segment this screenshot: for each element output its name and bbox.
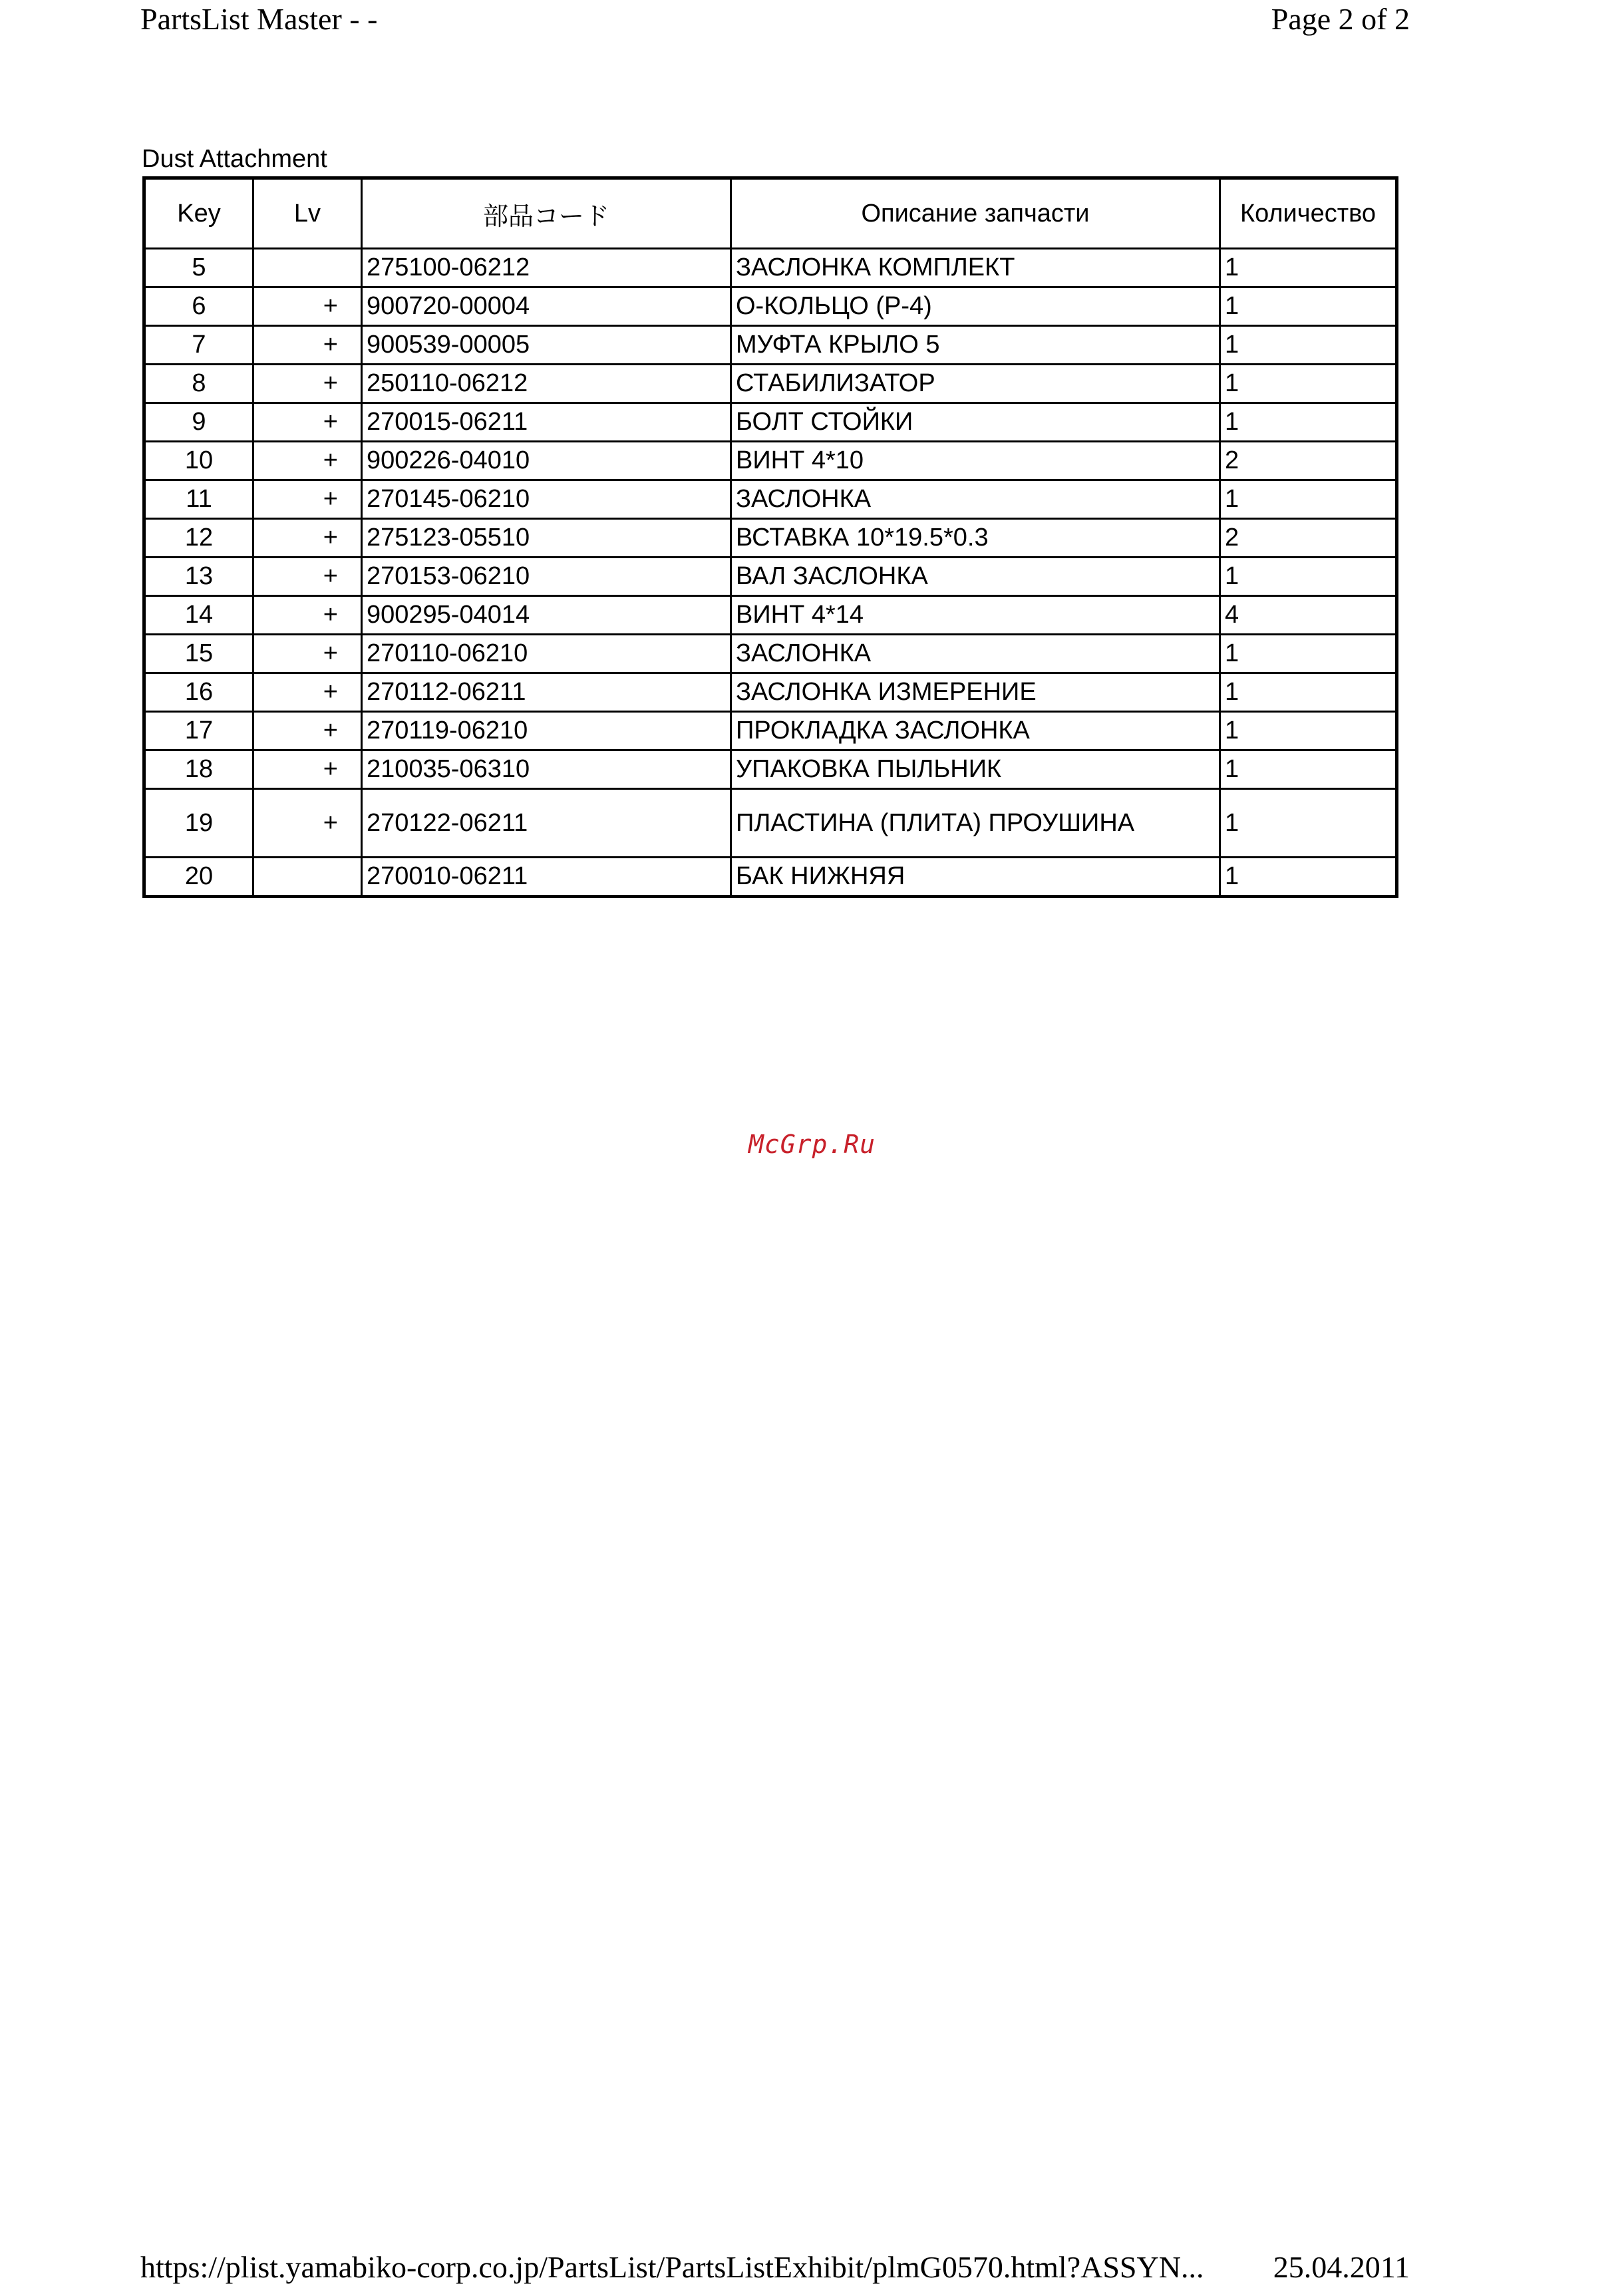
cell-key: 19 — [144, 789, 253, 858]
column-header-quantity: Количество — [1220, 178, 1397, 249]
print-date: 25.04.2011 — [1273, 2250, 1410, 2284]
cell-lv: + — [253, 442, 362, 480]
cell-lv: + — [253, 750, 362, 789]
cell-lv — [253, 858, 362, 897]
cell-quantity: 1 — [1220, 365, 1397, 403]
table-row — [144, 326, 1397, 365]
column-header-lv: Lv — [253, 178, 362, 249]
cell-description: ПРОКЛАДКА ЗАСЛОНКА — [731, 712, 1220, 750]
table-row — [144, 558, 1397, 596]
cell-lv: + — [253, 558, 362, 596]
cell-lv: + — [253, 403, 362, 442]
cell-lv: + — [253, 480, 362, 519]
table-row — [144, 750, 1397, 789]
cell-key: 20 — [144, 858, 253, 897]
cell-quantity: 1 — [1220, 480, 1397, 519]
table-row — [144, 403, 1397, 442]
cell-part-code: 250110-06212 — [362, 365, 731, 403]
cell-key: 11 — [144, 480, 253, 519]
table-row — [144, 789, 1397, 858]
cell-description: О-КОЛЬЦО (P-4) — [731, 287, 1220, 326]
cell-quantity: 1 — [1220, 403, 1397, 442]
cell-quantity: 1 — [1220, 635, 1397, 673]
cell-part-code: 270010-06211 — [362, 858, 731, 897]
cell-lv: + — [253, 673, 362, 712]
cell-part-code: 275100-06212 — [362, 249, 731, 287]
cell-part-code: 900226-04010 — [362, 442, 731, 480]
page-indicator: Page 2 of 2 — [1271, 2, 1410, 36]
cell-description: БАК НИЖНЯЯ — [731, 858, 1220, 897]
cell-part-code: 275123-05510 — [362, 519, 731, 558]
cell-key: 16 — [144, 673, 253, 712]
cell-description: ЗАСЛОНКА КОМПЛЕКТ — [731, 249, 1220, 287]
cell-key: 10 — [144, 442, 253, 480]
table-row — [144, 365, 1397, 403]
column-header-key: Key — [144, 178, 253, 249]
cell-description: ПЛАСТИНА (ПЛИТА) ПРОУШИНА — [731, 789, 1220, 858]
cell-key: 12 — [144, 519, 253, 558]
cell-description: ВАЛ ЗАСЛОНКА — [731, 558, 1220, 596]
cell-quantity: 1 — [1220, 858, 1397, 897]
table-row — [144, 858, 1397, 897]
cell-part-code: 270015-06211 — [362, 403, 731, 442]
table-row — [144, 519, 1397, 558]
cell-key: 13 — [144, 558, 253, 596]
cell-description: ВИНТ 4*14 — [731, 596, 1220, 635]
cell-key: 7 — [144, 326, 253, 365]
table-row — [144, 442, 1397, 480]
source-url: https://plist.yamabiko-corp.co.jp/PartsList/PartsListExhibit/plmG0570.html?ASSYN... — [140, 2250, 1204, 2284]
cell-lv: + — [253, 596, 362, 635]
document-title: PartsList Master - - — [140, 2, 378, 36]
cell-quantity: 1 — [1220, 287, 1397, 326]
cell-description: УПАКОВКА ПЫЛЬНИК — [731, 750, 1220, 789]
cell-part-code: 270122-06211 — [362, 789, 731, 858]
cell-description: СТАБИЛИЗАТОР — [731, 365, 1220, 403]
cell-lv: + — [253, 712, 362, 750]
cell-key: 8 — [144, 365, 253, 403]
cell-description: ВИНТ 4*10 — [731, 442, 1220, 480]
column-header-part-code: 部品コード — [362, 178, 731, 249]
cell-key: 14 — [144, 596, 253, 635]
cell-part-code: 900539-00005 — [362, 326, 731, 365]
cell-lv — [253, 249, 362, 287]
cell-lv: + — [253, 326, 362, 365]
table-row — [144, 287, 1397, 326]
column-header-description: Описание запчасти — [731, 178, 1220, 249]
parts-table-body — [144, 249, 1397, 897]
cell-lv: + — [253, 635, 362, 673]
cell-description: ЗАСЛОНКА ИЗМЕРЕНИЕ — [731, 673, 1220, 712]
cell-quantity: 1 — [1220, 558, 1397, 596]
table-row — [144, 712, 1397, 750]
cell-key: 18 — [144, 750, 253, 789]
cell-quantity: 2 — [1220, 442, 1397, 480]
cell-part-code: 270110-06210 — [362, 635, 731, 673]
cell-part-code: 210035-06310 — [362, 750, 731, 789]
cell-description: ЗАСЛОНКА — [731, 480, 1220, 519]
cell-lv: + — [253, 287, 362, 326]
cell-quantity: 1 — [1220, 249, 1397, 287]
cell-part-code: 270119-06210 — [362, 712, 731, 750]
cell-quantity: 4 — [1220, 596, 1397, 635]
cell-quantity: 1 — [1220, 750, 1397, 789]
table-row — [144, 249, 1397, 287]
cell-quantity: 1 — [1220, 712, 1397, 750]
cell-description: ЗАСЛОНКА — [731, 635, 1220, 673]
cell-part-code: 900720-00004 — [362, 287, 731, 326]
cell-description: МУФТА КРЫЛО 5 — [731, 326, 1220, 365]
table-row — [144, 673, 1397, 712]
cell-part-code: 270112-06211 — [362, 673, 731, 712]
cell-part-code: 270145-06210 — [362, 480, 731, 519]
cell-quantity: 1 — [1220, 789, 1397, 858]
section-title: Dust Attachment — [142, 145, 327, 173]
cell-key: 6 — [144, 287, 253, 326]
table-row — [144, 596, 1397, 635]
parts-table — [142, 176, 1398, 898]
cell-quantity: 2 — [1220, 519, 1397, 558]
table-row — [144, 635, 1397, 673]
cell-quantity: 1 — [1220, 326, 1397, 365]
cell-lv: + — [253, 519, 362, 558]
cell-key: 15 — [144, 635, 253, 673]
watermark: McGrp.Ru — [748, 1130, 876, 1159]
table-row — [144, 480, 1397, 519]
cell-description: БОЛТ СТОЙКИ — [731, 403, 1220, 442]
cell-part-code: 900295-04014 — [362, 596, 731, 635]
cell-key: 9 — [144, 403, 253, 442]
table-header-row — [144, 178, 1397, 249]
cell-lv: + — [253, 365, 362, 403]
cell-key: 17 — [144, 712, 253, 750]
cell-quantity: 1 — [1220, 673, 1397, 712]
cell-part-code: 270153-06210 — [362, 558, 731, 596]
cell-description: ВСТАВКА 10*19.5*0.3 — [731, 519, 1220, 558]
cell-lv: + — [253, 789, 362, 858]
cell-key: 5 — [144, 249, 253, 287]
